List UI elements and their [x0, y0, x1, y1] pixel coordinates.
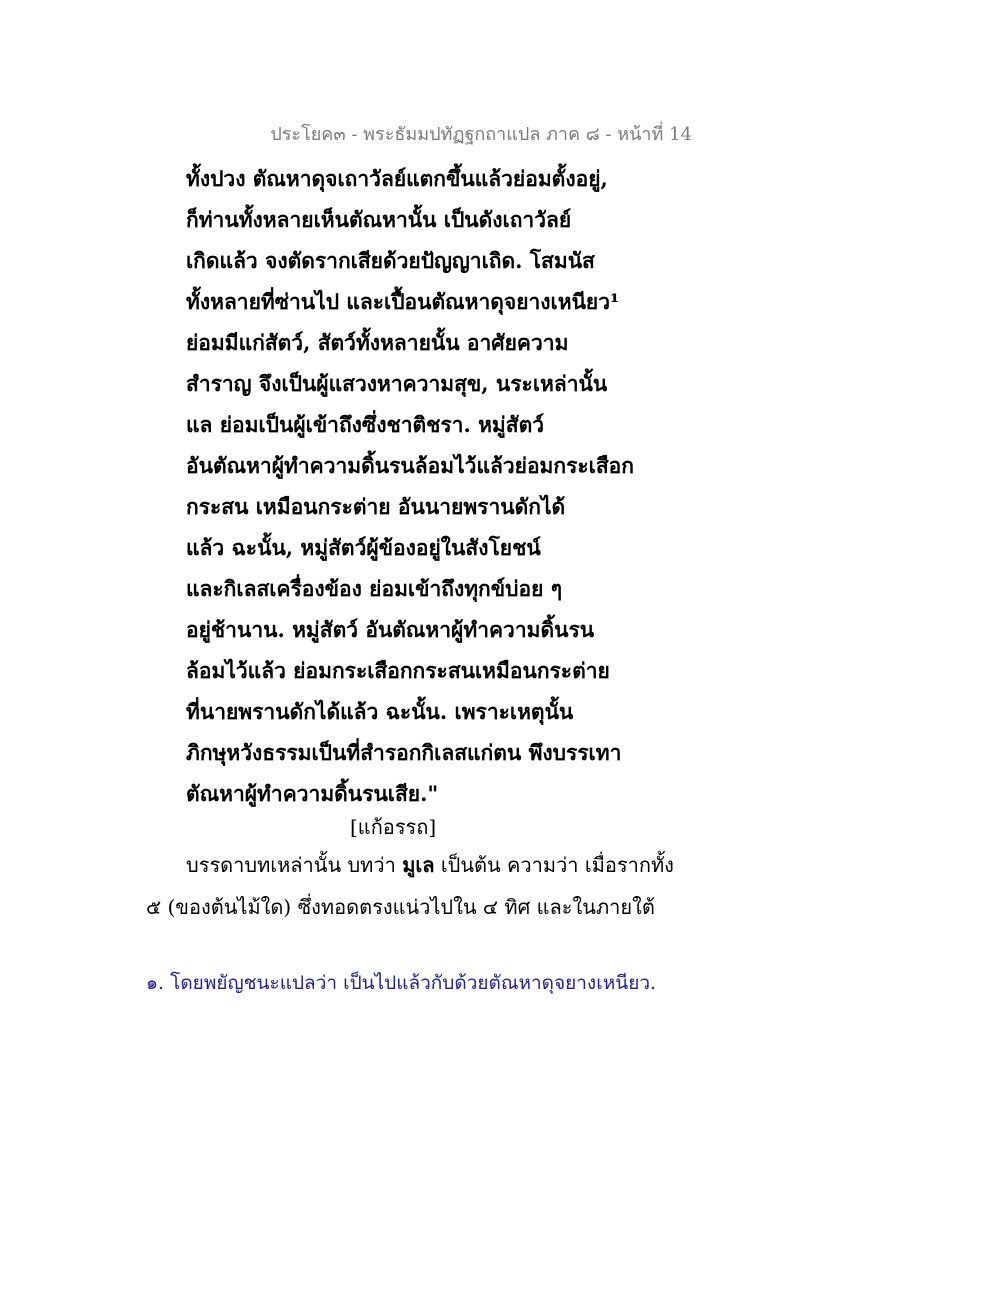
verse-line: อยู่ช้านาน. หมู่สัตว์ อันตัณหาผู้ทำความดิ้นรน	[186, 617, 595, 642]
verse-line: ทั้งหลายที่ซ่านไป และเปื้อนตัณหาดุจยางเหนียว¹	[186, 289, 620, 314]
verse-line: เกิดแล้ว จงตัดรากเสียด้วยปัญญาเถิด. โสมนัส	[186, 248, 595, 273]
verse-line: ที่นายพรานดักได้แล้ว ฉะนั้น. เพราะเหตุนั้น	[186, 699, 574, 724]
verse-line: ทั้งปวง ตัณหาดุจเถาวัลย์แตกขึ้นแล้วย่อมตั้งอยู่,	[186, 166, 608, 191]
verse-line: อันตัณหาผู้ทำความดิ้นรนล้อมไว้แล้วย่อมกระเสือก	[186, 453, 634, 478]
commentary-line-1	[146, 850, 674, 880]
verse-line: ย่อมมีแก่สัตว์, สัตว์ทั้งหลายนั้น อาศัยความ	[186, 330, 569, 355]
keyword-bold: มูเล	[402, 853, 435, 877]
verse-line: สำราญ จึงเป็นผู้แสวงหาความสุข, นระเหล่านั้น	[186, 371, 608, 396]
verse-block	[186, 158, 634, 814]
commentary-text: เป็นต้น ความว่า เมื่อรากทั้ง	[434, 853, 674, 877]
verse-line: ตัณหาผู้ทำความดิ้นรนเสีย."	[186, 781, 439, 806]
verse-line: กระสน เหมือนกระต่าย อันนายพรานดักได้	[186, 494, 566, 519]
verse-line: และกิเลสเครื่องข้อง ย่อมเข้าถึงทุกข์บ่อย ๆ	[186, 576, 562, 601]
verse-line: แล ย่อมเป็นผู้เข้าถึงซึ่งชาติชรา. หมู่สัตว์	[186, 412, 545, 437]
commentary-line-2: ๕ (ของต้นไม้ใด) ซึ่งทอดตรงแน่วไปใน ๔ ทิศ และในภายใต้	[146, 895, 655, 919]
commentary-text: บรรดาบทเหล่านั้น บทว่า	[186, 853, 403, 877]
verse-line: ภิกษุหวังธรรมเป็นที่สำรอกกิเลสแก่ตน พึงบรรเทา	[186, 740, 622, 765]
verse-line: ก็ท่านทั้งหลายเห็นตัณหานั้น เป็นดังเถาวัลย์	[186, 207, 572, 232]
verse-line: ล้อมไว้แล้ว ย่อมกระเสือกกระสนเหมือนกระต่าย	[186, 658, 610, 683]
footnote: ๑. โดยพยัญชนะแปลว่า เป็นไปแล้วกับด้วยตัณหาดุจยางเหนียว.	[146, 972, 657, 994]
section-heading-correction: [แก้อรรถ]	[350, 815, 437, 839]
verse-line: แล้ว ฉะนั้น, หมู่สัตว์ผู้ข้องอยู่ในสังโยชน์	[186, 535, 541, 560]
page-header: ประโยค๓ - พระธัมมปทัฏฐกถาแปล ภาค ๘ - หน้าที่ 14	[270, 124, 692, 145]
